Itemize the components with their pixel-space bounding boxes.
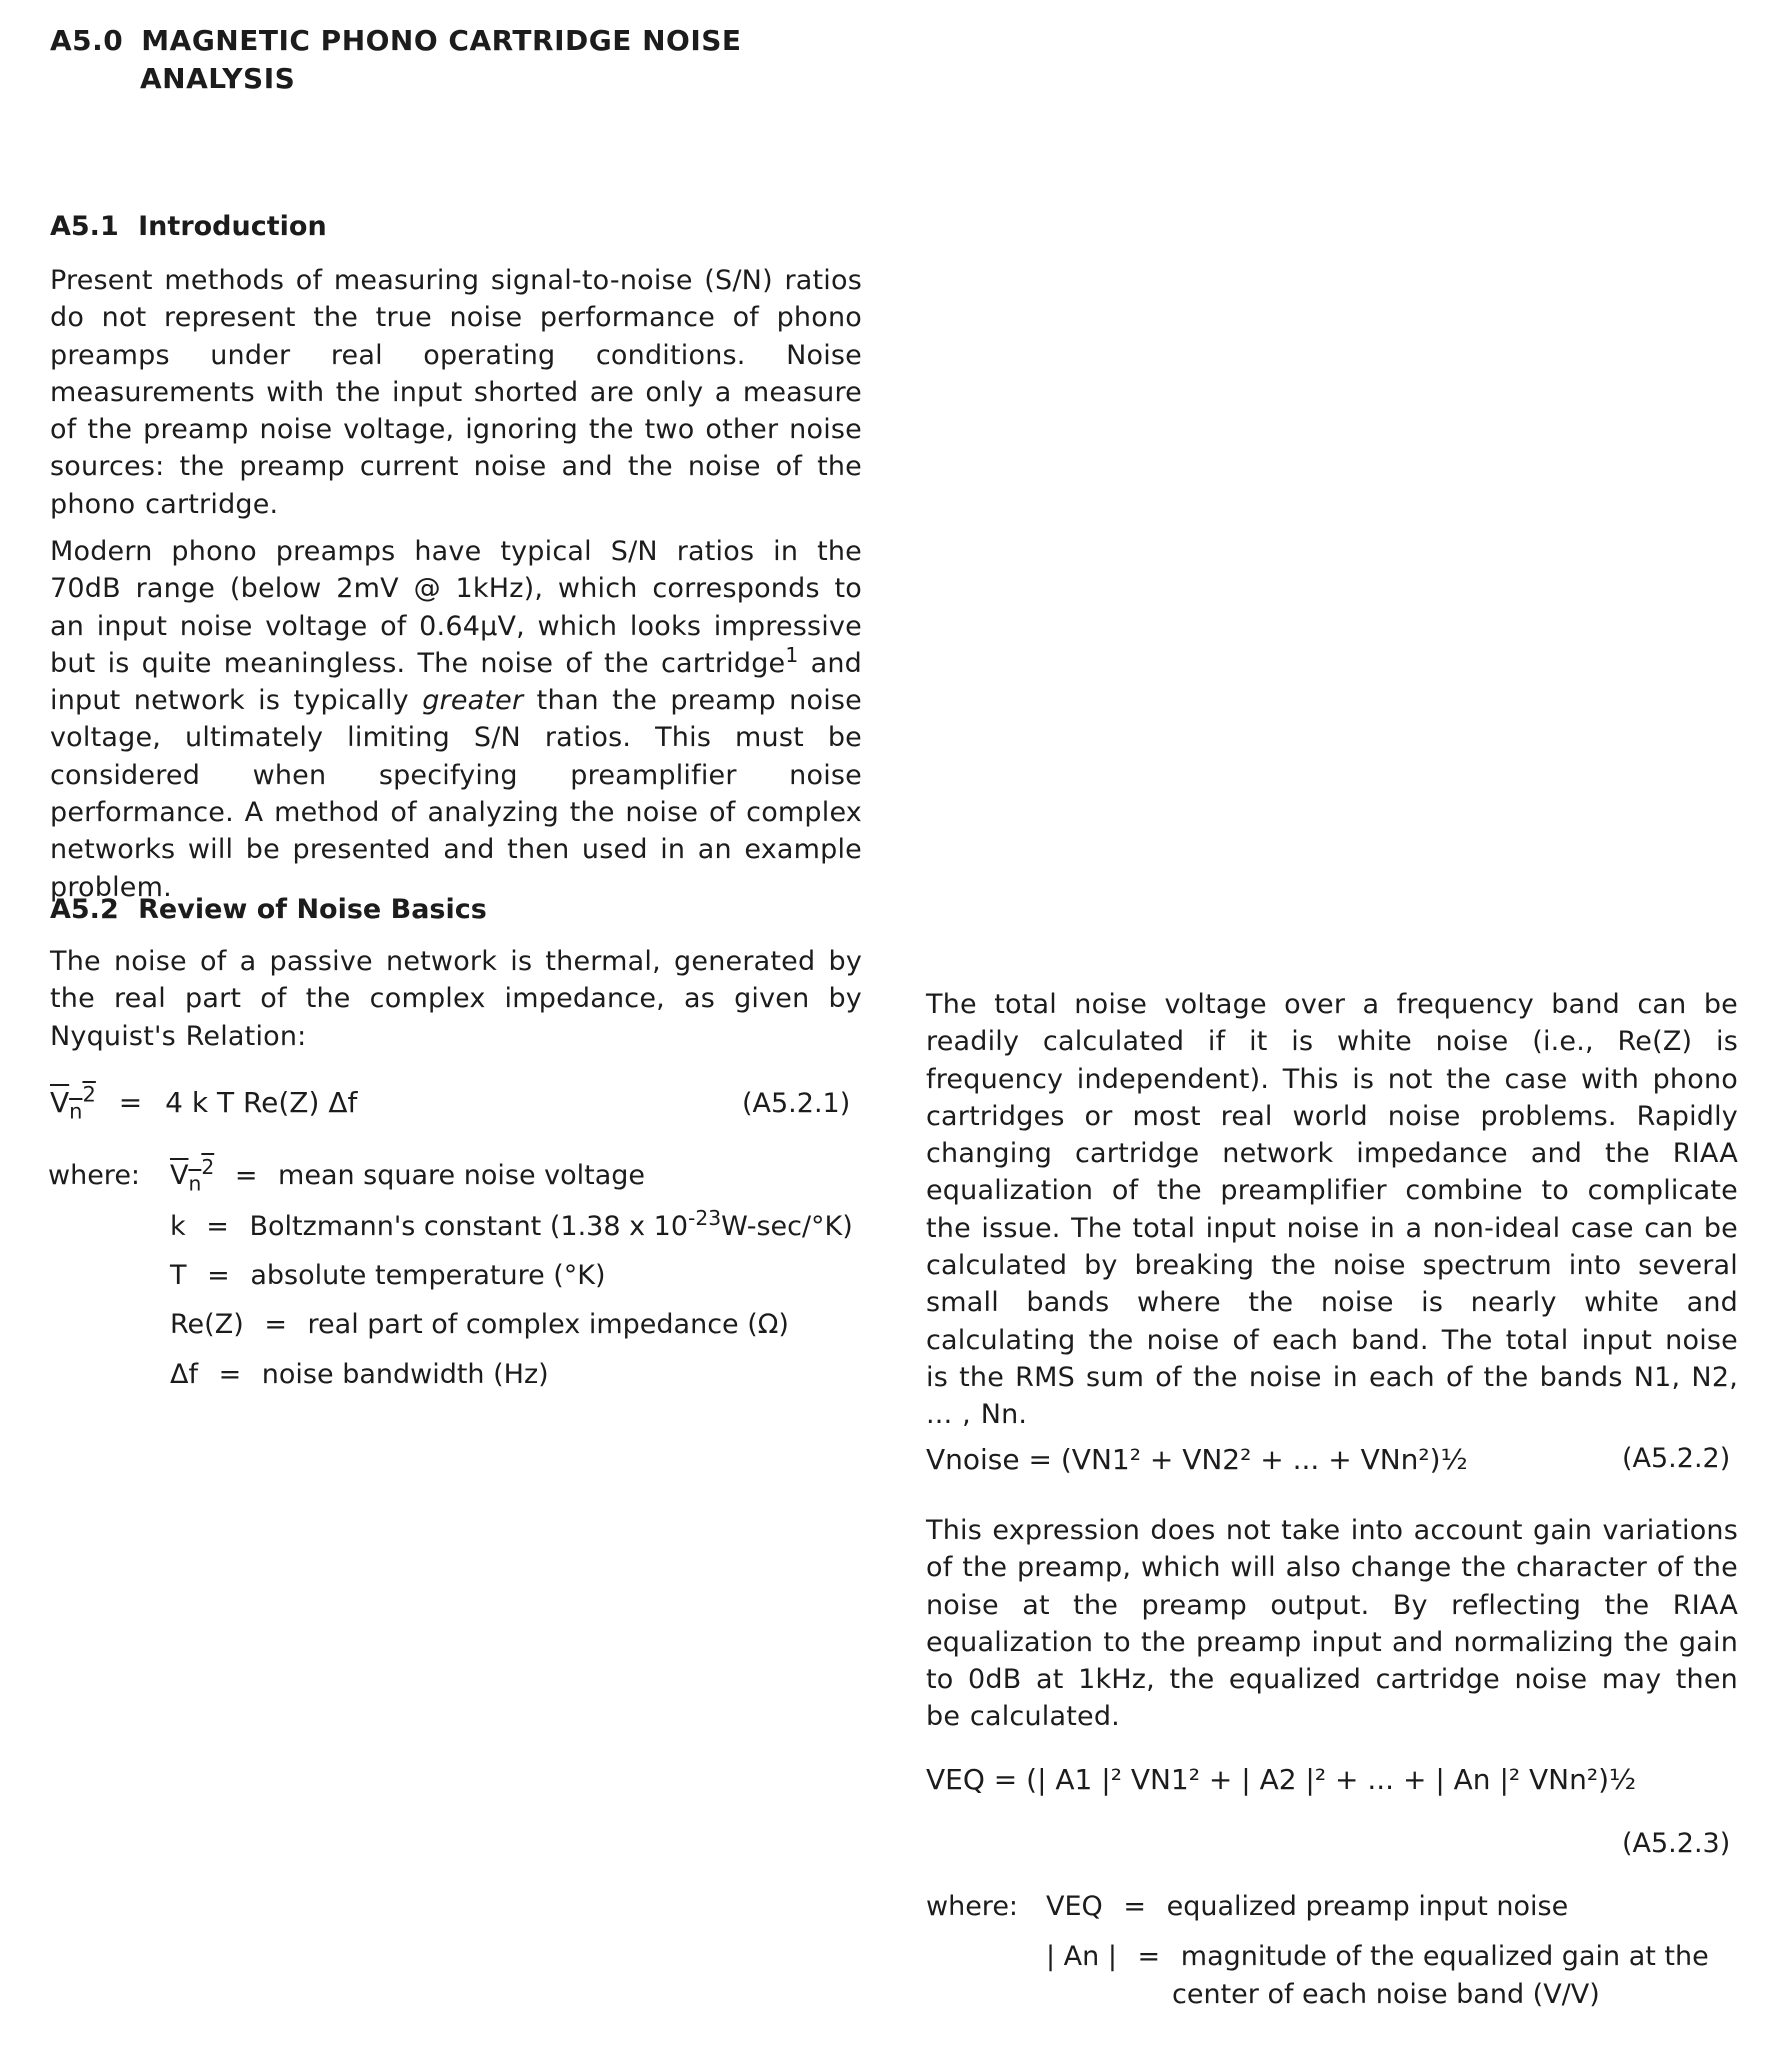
equation-a521 bbox=[50, 1083, 357, 1123]
footnote-ref: 1 bbox=[785, 642, 799, 667]
where1-item-k: k = Boltzmann's constant (1.38 x $10^{-23}W-\sec/^\circ K$) bbox=[170, 1206, 853, 1242]
equation-number-a523: (A5.2.3) bbox=[1622, 1828, 1731, 1859]
equation-number-a522: (A5.2.2) bbox=[1622, 1443, 1731, 1474]
where2-item-an-line2: center of each noise band (V/V) bbox=[1172, 1979, 1600, 2010]
where-label-1: where: bbox=[48, 1160, 141, 1191]
section-title: Review of Noise Basics bbox=[138, 894, 487, 925]
section-number: A5.1 bbox=[50, 211, 119, 242]
section-number: A5.2 bbox=[50, 894, 119, 925]
intro-p2-text-b: and input network is typically bbox=[50, 647, 862, 717]
section-heading-a52 bbox=[50, 893, 487, 927]
intro-p2-text-c: than the preamp noise voltage, ultimately limiting S/N ratios. This must be considered when specifying preamplifier noise performance. A method of analyzing the noise of complex networks will be presented and then used in an example problem. bbox=[50, 685, 862, 903]
intro-p2-text-a: Modern phono preamps have typical S/N ratios in the 70dB range (below 2mV @ 1kHz), which corresponds to an input noise voltage of 0.64µV, which looks impressive but is quite meaningless. The noise of the cartridge bbox=[50, 536, 862, 679]
basics-paragraph: The noise of a passive network is thermal, generated by the real part of the complex impedance, as given by Nyquist's Relation: bbox=[50, 946, 862, 1052]
right-paragraph-2: This expression does not take into account gain variations of the preamp, which will also change the character of the noise at the preamp output. By reflecting the RIAA equalization to the preamp input and normalizing the gain to 0dB at 1kHz, the equalized cartridge noise may then be calculated. bbox=[926, 1515, 1738, 1733]
equation-a522: Vnoise = (VN1² + VN2² + ... + VNn²)½ bbox=[926, 1443, 1468, 1476]
where1-item-t: T = absolute temperature (°K) bbox=[170, 1260, 606, 1291]
right-paragraph-1 bbox=[926, 986, 1738, 1434]
heading-number: A5.0 bbox=[50, 24, 124, 57]
section-title: Introduction bbox=[138, 211, 327, 242]
where1-item-rez: Re(Z) = real part of complex impedance (Ω) bbox=[170, 1309, 789, 1340]
where2-item-veq: VEQ = equalized preamp input noise bbox=[1046, 1891, 1569, 1922]
section-heading-a51 bbox=[50, 210, 327, 244]
where-label-2: where: bbox=[926, 1891, 1019, 1922]
where1-item-vn2: $V_n^2$ = mean square noise voltage bbox=[170, 1155, 646, 1196]
equation-a523: VEQ = (| A1 |² VN1² + | A2 |² + ... + | An |² VNn²)½ bbox=[926, 1763, 1637, 1796]
eq1-rhs: 4 k T Re(Z) Δf bbox=[165, 1086, 358, 1119]
right-p1-text: The total noise voltage over a frequency band can be readily calculated if it is white noise (i.e., Re(Z) is frequency independent). This is not the case with phono cartridges or most real world noise problems. Rapidly changing cartridge network impedance and the RIAA equalization of the preamplifier combine to complicate the issue. The total input noise in a non-ideal case can be calculated by breaking the noise spectrum into several small bands where the noise is nearly white and calculating the noise of each band. The total input noise is the RMS sum of the noise in each of the bands bbox=[926, 989, 1738, 1393]
right-p1-bands: N1, N2, ... , Nn. bbox=[926, 1361, 1738, 1431]
eq1-equals: = bbox=[118, 1086, 143, 1119]
eq1-lhs: $V_n^2$ bbox=[50, 1082, 96, 1124]
equation-number-a521: (A5.2.1) bbox=[742, 1088, 851, 1119]
heading-title-line2: ANALYSIS bbox=[140, 62, 296, 95]
page-heading bbox=[50, 22, 742, 98]
intro-paragraph-1: Present methods of measuring signal-to-noise (S/N) ratios do not represent the true noise performance of phono preamps under real operating conditions. Noise measurements with the input shorted are only a measure of the preamp noise voltage, ignoring the two other noise sources: the preamp current noise and the noise of the phono cartridge. bbox=[50, 265, 862, 520]
heading-title-line1: MAGNETIC PHONO CARTRIDGE NOISE bbox=[141, 24, 742, 57]
where2-item-an: | An | = magnitude of the equalized gain at the bbox=[1046, 1941, 1709, 1972]
where1-item-df: Δf = noise bandwidth (Hz) bbox=[170, 1359, 549, 1390]
intro-paragraph-2 bbox=[50, 533, 862, 906]
emphasis-greater: greater bbox=[422, 685, 524, 717]
